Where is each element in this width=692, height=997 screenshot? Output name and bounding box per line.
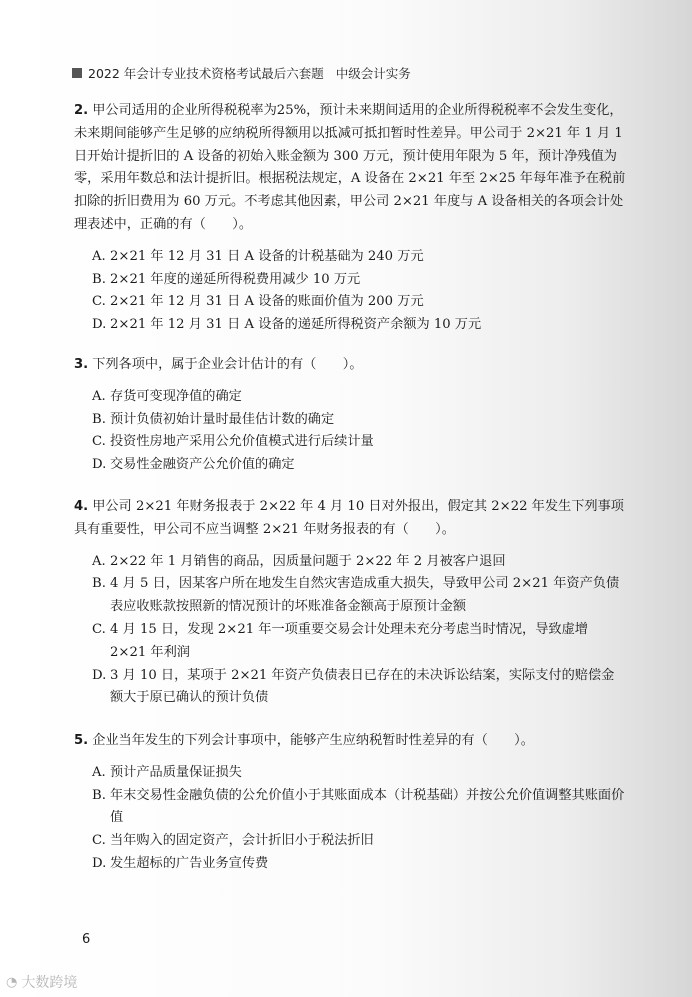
header-title: 2022 年会计专业技术资格考试最后六套题	[88, 66, 324, 81]
option-text: 预计产品质量保证损失	[110, 764, 242, 780]
option-list	[74, 386, 626, 477]
option-text: 当年购入的固定资产，会计折旧小于税法折旧	[110, 833, 374, 849]
question-stem	[74, 100, 626, 237]
option-text: 4 月 5 日，因某客户所在地发生自然灾害造成重大损失，导致甲公司 2×21 年资产负债表应收账款按照新的情况预计的坏账准备金额高于原预计金额	[110, 576, 620, 615]
option-letter: A.	[92, 388, 106, 404]
option-b	[74, 269, 626, 292]
option-letter: D.	[92, 855, 107, 871]
question-text: 甲公司 2×21 年财务报表于 2×22 年 4 月 10 日对外报出，假定其 2×22 年发生下列事项具有重要性，甲公司不应当调整 2×21 年财务报表的有（ ）。	[74, 499, 624, 537]
question-number: 3.	[74, 357, 89, 372]
option-d	[74, 853, 626, 876]
question-4	[74, 496, 626, 710]
option-a	[74, 386, 626, 409]
question-2	[74, 100, 626, 337]
option-list	[74, 551, 626, 711]
question-number: 4.	[74, 499, 89, 514]
question-stem	[74, 730, 626, 753]
option-text: 2×21 年 12 月 31 日 A 设备的递延所得税资产余额为 10 万元	[110, 317, 482, 333]
page-number: 6	[82, 932, 91, 947]
option-text: 年末交易性金融负债的公允价值小于其账面成本（计税基础）并按公允价值调整其账面价值	[110, 787, 625, 826]
option-a	[74, 246, 626, 269]
option-b	[74, 785, 626, 831]
option-c	[74, 619, 626, 665]
option-letter: D.	[92, 667, 107, 683]
watermark-text: 大数跨境	[21, 975, 78, 991]
option-text: 2×21 年 12 月 31 日 A 设备的计税基础为 240 万元	[110, 248, 424, 264]
option-letter: C.	[92, 833, 106, 849]
option-text: 发生超标的广告业务宣传费	[110, 855, 269, 871]
option-letter: C.	[92, 621, 106, 637]
option-letter: C.	[92, 434, 106, 450]
option-letter: C.	[92, 294, 106, 310]
option-letter: A.	[92, 764, 106, 780]
option-b	[74, 573, 626, 619]
option-list	[74, 246, 626, 337]
option-text: 存货可变现净值的确定	[110, 388, 242, 404]
question-text: 下列各项中，属于企业会计估计的有（ ）。	[92, 357, 363, 372]
option-c	[74, 830, 626, 853]
question-number: 2.	[74, 103, 89, 118]
option-text: 2×22 年 1 月销售的商品，因质量问题于 2×22 年 2 月被客户退回	[110, 553, 506, 569]
header-subtitle: 中级会计实务	[335, 66, 411, 81]
question-5	[74, 730, 626, 876]
option-text: 2×21 年 12 月 31 日 A 设备的账面价值为 200 万元	[110, 294, 424, 310]
option-d	[74, 454, 626, 477]
option-d	[74, 314, 626, 337]
option-letter: B.	[92, 576, 106, 592]
option-letter: B.	[92, 411, 106, 427]
option-b	[74, 409, 626, 432]
question-stem	[74, 496, 626, 542]
option-text: 投资性房地产采用公允价值模式进行后续计量	[110, 434, 374, 450]
question-text: 企业当年发生的下列会计事项中，能够产生应纳税暂时性差异的有（ ）。	[92, 733, 534, 748]
option-c	[74, 291, 626, 314]
option-letter: D.	[92, 457, 107, 473]
question-stem	[74, 354, 626, 377]
option-letter: B.	[92, 271, 106, 287]
option-letter: A.	[92, 248, 106, 264]
option-list	[74, 762, 626, 876]
option-letter: B.	[92, 787, 106, 803]
option-text: 预计负债初始计量时最佳估计数的确定	[110, 411, 335, 427]
running-header	[72, 64, 411, 82]
option-a	[74, 551, 626, 574]
option-text: 4 月 15 日，发现 2×21 年一项重要交易会计处理未充分考虑当时情况，导致虚增 2×21 年利润	[110, 621, 588, 660]
question-3	[74, 354, 626, 477]
option-letter: A.	[92, 553, 106, 569]
option-letter: D.	[92, 317, 107, 333]
watermark-logo-icon: ◔	[6, 974, 18, 990]
header-square-icon	[72, 68, 82, 78]
option-text: 交易性金融资产公允价值的确定	[110, 457, 295, 473]
watermark	[6, 972, 77, 992]
question-text: 甲公司适用的企业所得税税率为25%，预计未来期间适用的企业所得税税率不会发生变化，未来期间能够产生足够的应纳税所得额用以抵减可抵扣暂时性差异。甲公司于 2×21 年 1 月 1 日开始计提折旧的 A 设备的初始入账金额为 300 万元，预计使用年限为 5 年，预计净残值为零，采用年数总和法计提折旧。根据税法规定，A 设备在 2×21 年至 2×25 年每年准予在税前扣除的折旧费用为 60 万元。不考虑其他因素，甲公司 2×21 年度与 A 设备相关的各项会计处理表述中，正确的有（ ）。	[74, 103, 626, 232]
option-d	[74, 665, 626, 711]
option-c	[74, 431, 626, 454]
option-text: 2×21 年度的递延所得税费用减少 10 万元	[110, 271, 361, 287]
question-number: 5.	[74, 733, 89, 748]
option-text: 3 月 10 日，某项于 2×21 年资产负债表日已存在的未决诉讼结案，实际支付的赔偿金额大于原已确认的预计负债	[110, 667, 615, 706]
option-a	[74, 762, 626, 785]
